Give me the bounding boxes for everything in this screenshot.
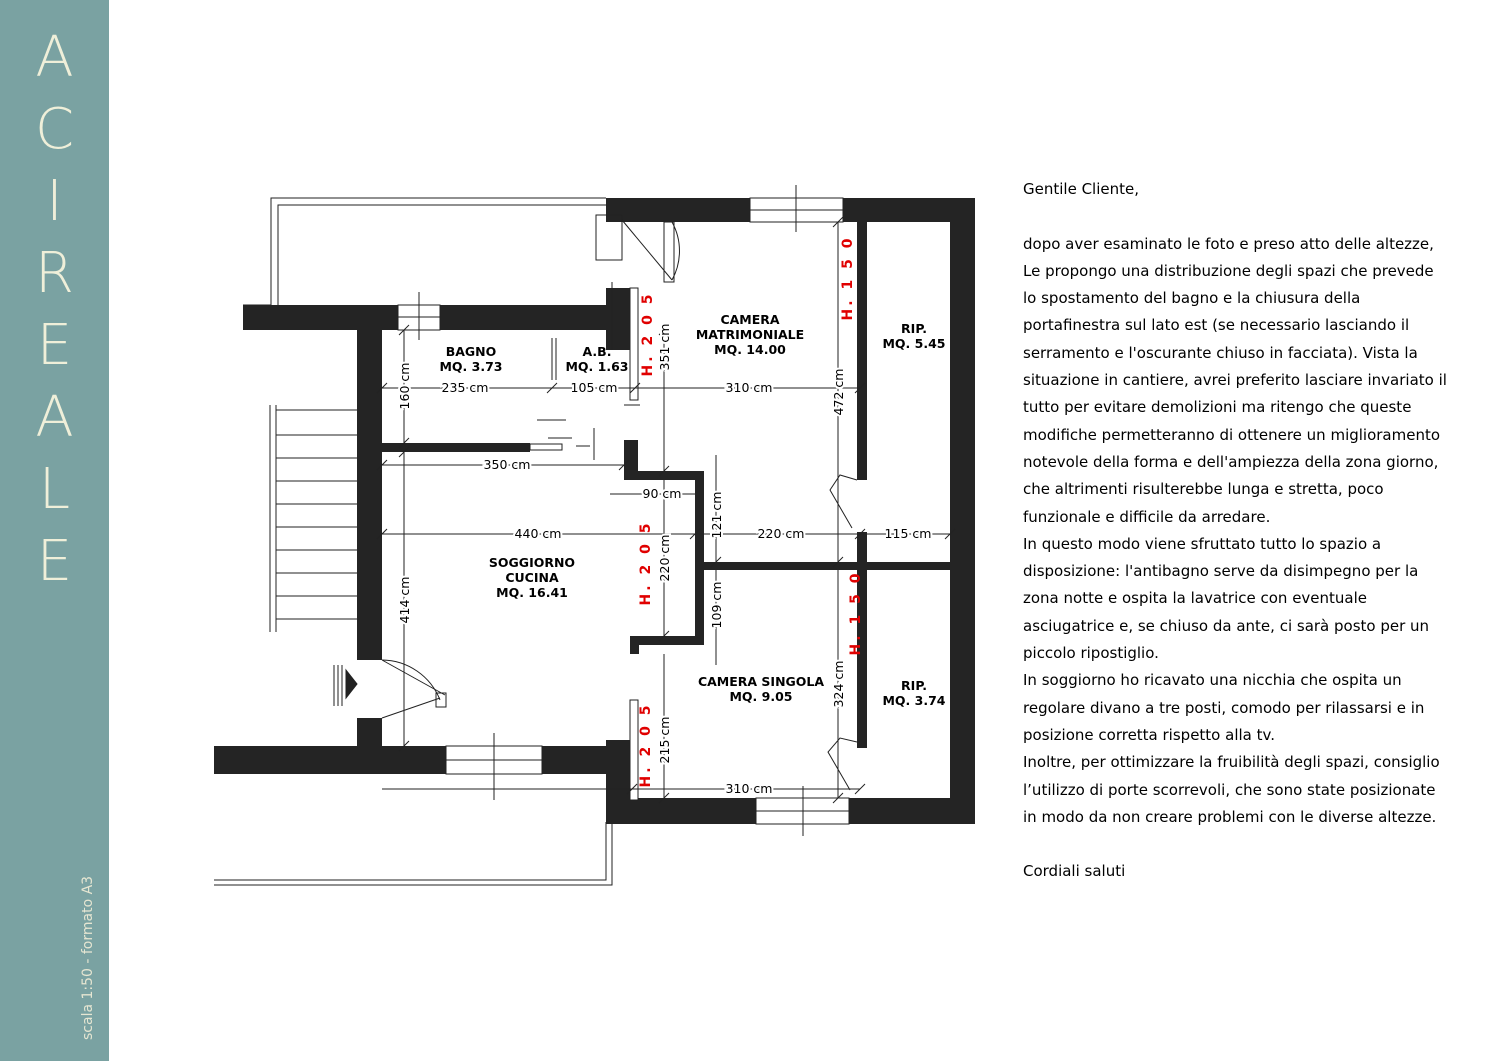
room-label: RIP. bbox=[901, 678, 927, 693]
room-area: MQ. 1.63 bbox=[565, 359, 629, 374]
room-area: MQ. 5.45 bbox=[882, 336, 946, 351]
doors bbox=[334, 215, 857, 800]
letter-closing: Cordiali saluti bbox=[1023, 862, 1126, 881]
letter-line: asciugatrice e, se chiuso da ante, ci sarà posto per un bbox=[1023, 616, 1430, 635]
letter-line: In soggiorno ho ricavato una nicchia che ospita un bbox=[1023, 671, 1402, 690]
room-area: MQ. 14.00 bbox=[714, 342, 786, 357]
stairs bbox=[276, 410, 357, 619]
letter bbox=[1023, 176, 1483, 886]
letter-line: tutto per evitare demolizioni ma ritengo che queste bbox=[1023, 398, 1412, 417]
letter-line: dopo aver esaminato le foto e preso atto delle altezze, bbox=[1023, 234, 1434, 253]
letter-line: piccolo ripostiglio. bbox=[1023, 644, 1159, 663]
dimension-label: 115 cm bbox=[884, 526, 932, 541]
room-label: RIP. bbox=[901, 321, 927, 336]
title-letter: E bbox=[36, 529, 73, 594]
dimension-label: 351 cm bbox=[657, 323, 672, 371]
dimension-label: 220 cm bbox=[657, 534, 672, 582]
ceiling-height-label: H. 2 0 5 bbox=[638, 702, 654, 788]
room-area: MQ. 3.74 bbox=[882, 693, 946, 708]
letter-line: zona notte e ospita la lavatrice con eventuale bbox=[1023, 589, 1368, 608]
ceiling-height-label: H. 2 0 5 bbox=[640, 291, 656, 377]
room-area: MQ. 9.05 bbox=[729, 689, 793, 704]
walls bbox=[214, 198, 975, 824]
scale-note: scala 1:50 - formato A3 bbox=[80, 875, 96, 1040]
ceiling-height-label: H. 1 5 0 bbox=[840, 235, 856, 321]
letter-line: notevole della forma e dell'ampiezza della zona giorno, bbox=[1023, 452, 1439, 471]
dimension-label: 90 cm bbox=[642, 486, 682, 501]
letter-line: portafinestra sul lato est (se necessario lasciando il bbox=[1023, 316, 1410, 335]
room-label: BAGNO bbox=[445, 344, 497, 359]
letter-line: situazione in cantiere, avrei preferito lasciare invariato il bbox=[1023, 371, 1447, 390]
letter-line: funzionale e difficile da arredare. bbox=[1023, 507, 1271, 526]
title-letter: I bbox=[46, 169, 63, 234]
dimension-ticks bbox=[377, 217, 955, 803]
letter-line: modifiche permetteranno di ottenere un miglioramento bbox=[1023, 425, 1441, 444]
dimension-label: 472 cm bbox=[831, 368, 846, 416]
letter-line: lo spostamento del bagno e la chiusura della bbox=[1023, 289, 1361, 308]
letter-line: In questo modo viene sfruttato tutto lo spazio a bbox=[1023, 534, 1382, 553]
title-letter: L bbox=[38, 457, 71, 522]
dimension-label: 121 cm bbox=[709, 491, 724, 539]
dimension-label: 160 cm bbox=[397, 362, 412, 410]
balconies bbox=[214, 198, 612, 885]
room-label: CAMERA bbox=[720, 312, 780, 327]
letter-line: l’utilizzo di porte scorrevoli, che sono state posizionate bbox=[1023, 780, 1436, 799]
dimension-label: 310 cm bbox=[725, 781, 773, 796]
title-letter: A bbox=[35, 25, 74, 90]
letter-spacer bbox=[1023, 203, 1483, 230]
room-label: CAMERA SINGOLA bbox=[697, 674, 825, 689]
title-letter: A bbox=[35, 385, 74, 450]
letter-line: serramento e l'oscurante chiuso in facciata). Vista la bbox=[1023, 343, 1418, 362]
dimension-label: 324 cm bbox=[831, 660, 846, 708]
ceiling-height-label: H. 2 0 5 bbox=[638, 520, 654, 606]
dimension-label: 220 cm bbox=[757, 526, 805, 541]
title-letter: C bbox=[34, 97, 75, 162]
dimension-label: 414 cm bbox=[397, 576, 412, 624]
dimension-label: 109 cm bbox=[709, 581, 724, 629]
dimension-label: 235 cm bbox=[441, 380, 489, 395]
room-area: MQ. 16.41 bbox=[496, 585, 568, 600]
letter-line: in modo da non creare problemi con le diverse altezze. bbox=[1023, 807, 1437, 826]
room-label: SOGGIORNO bbox=[488, 555, 576, 570]
title-letter: R bbox=[35, 241, 74, 306]
dimension-label: 440 cm bbox=[514, 526, 562, 541]
dimension-label: 105 cm bbox=[570, 380, 618, 395]
room-label: A.B. bbox=[582, 344, 612, 359]
window-axes bbox=[419, 185, 803, 836]
dimension-label: 350 cm bbox=[483, 457, 531, 472]
room-label: MATRIMONIALE bbox=[695, 327, 805, 342]
letter-line: posizione corretta rispetto alla tv. bbox=[1023, 725, 1275, 744]
dimension-label: 215 cm bbox=[657, 716, 672, 764]
letter-spacer bbox=[1023, 831, 1483, 858]
letter-line: Inoltre, per ottimizzare la fruibilità degli spazi, consiglio bbox=[1023, 753, 1440, 772]
dimension-label: 310 cm bbox=[725, 380, 773, 395]
room-label: CUCINA bbox=[505, 570, 559, 585]
room-area: MQ. 3.73 bbox=[439, 359, 503, 374]
letter-greeting: Gentile Cliente, bbox=[1023, 180, 1139, 198]
ceiling-height-label: H. 1 5 0 bbox=[848, 570, 864, 656]
title-letter: E bbox=[36, 313, 73, 378]
letter-line: Le propongo una distribuzione degli spazi che prevede bbox=[1023, 261, 1434, 280]
letter-line: regolare divano a tre posti, comodo per rilassarsi e in bbox=[1023, 698, 1425, 717]
letter-line: che altrimenti risulterebbe lunga e stretta, poco bbox=[1023, 480, 1384, 499]
letter-line: disposizione: l'antibagno serve da disimpegno per la bbox=[1023, 562, 1419, 581]
